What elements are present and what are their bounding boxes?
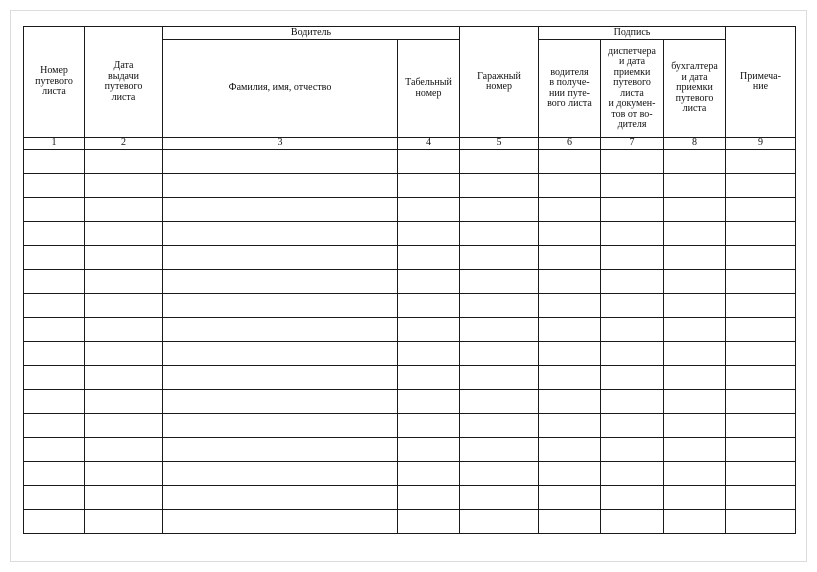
table-cell [726, 365, 796, 389]
table-cell [601, 437, 664, 461]
table-cell [398, 437, 460, 461]
header-issue-date-text: Дата выдачи путевого листа [104, 60, 143, 103]
table-cell [664, 317, 726, 341]
table-cell [539, 293, 601, 317]
table-cell [85, 341, 163, 365]
header-personnel-number-text: Табельный номер [405, 77, 452, 99]
table-cell [601, 341, 664, 365]
table-cell [460, 197, 539, 221]
table-cell [539, 413, 601, 437]
header-signature-dispatcher [601, 40, 664, 138]
table-cell [601, 317, 664, 341]
table-cell [163, 173, 398, 197]
table-row [24, 341, 796, 365]
header-signature-group-text: Подпись [613, 26, 651, 38]
table-cell [601, 269, 664, 293]
header-signature-driver-text: водителя в получе- нии путе- вого листа [547, 66, 592, 109]
table-cell [460, 221, 539, 245]
table-cell [24, 245, 85, 269]
table-cell [460, 485, 539, 509]
table-cell [24, 269, 85, 293]
table-cell [85, 437, 163, 461]
table-cell [664, 437, 726, 461]
table-cell [664, 173, 726, 197]
table-cell [664, 197, 726, 221]
header-signature-group [539, 27, 726, 40]
table-cell [664, 413, 726, 437]
table-cell [24, 413, 85, 437]
table-cell [24, 341, 85, 365]
column-number: 4 [398, 138, 460, 150]
table-cell [85, 461, 163, 485]
table-cell [85, 317, 163, 341]
table-cell [601, 245, 664, 269]
table-cell [460, 509, 539, 533]
table-cell [539, 173, 601, 197]
table-cell [398, 341, 460, 365]
table-cell [163, 437, 398, 461]
table-cell [85, 197, 163, 221]
table-cell [398, 221, 460, 245]
table-cell [539, 389, 601, 413]
table-cell [460, 413, 539, 437]
table-cell [539, 365, 601, 389]
table-cell [398, 389, 460, 413]
table-cell [163, 197, 398, 221]
table-cell [398, 509, 460, 533]
table-cell [539, 341, 601, 365]
table-cell [85, 365, 163, 389]
table-body [24, 149, 796, 533]
table-cell [726, 485, 796, 509]
table-cell [460, 341, 539, 365]
table-cell [601, 173, 664, 197]
column-number: 9 [726, 138, 796, 150]
table-cell [664, 269, 726, 293]
table-cell [85, 413, 163, 437]
table-cell [664, 389, 726, 413]
table-cell [664, 341, 726, 365]
table-cell [539, 269, 601, 293]
table-cell [460, 173, 539, 197]
column-number: 7 [601, 138, 664, 150]
table-cell [24, 149, 85, 173]
table-cell [163, 269, 398, 293]
table-cell [460, 269, 539, 293]
table-cell [85, 245, 163, 269]
table-cell [398, 365, 460, 389]
table-cell [664, 221, 726, 245]
header-driver-group-text: Водитель [290, 26, 332, 38]
header-issue-date [85, 27, 163, 138]
table-cell [398, 197, 460, 221]
table-cell [163, 461, 398, 485]
table-cell [163, 245, 398, 269]
table-cell [398, 317, 460, 341]
table-cell [460, 437, 539, 461]
table-cell [163, 365, 398, 389]
table-cell [24, 365, 85, 389]
table-cell [726, 173, 796, 197]
table-row [24, 269, 796, 293]
table-cell [163, 509, 398, 533]
table-row [24, 461, 796, 485]
table-cell [539, 437, 601, 461]
table-cell [24, 173, 85, 197]
table-cell [460, 293, 539, 317]
table-cell [726, 197, 796, 221]
header-signature-driver [539, 40, 601, 138]
table-row [24, 197, 796, 221]
header-notes-text: Примеча- ние [740, 70, 781, 92]
table-cell [85, 389, 163, 413]
table-row [24, 317, 796, 341]
table-row [24, 221, 796, 245]
table-cell [460, 461, 539, 485]
table-cell [664, 485, 726, 509]
column-number: 3 [163, 138, 398, 150]
table-cell [163, 341, 398, 365]
header-garage-number-text: Гаражный номер [477, 70, 521, 92]
table-cell [601, 485, 664, 509]
table-cell [664, 509, 726, 533]
column-number: 6 [539, 138, 601, 150]
table-cell [85, 509, 163, 533]
table-cell [163, 485, 398, 509]
header-driver-group [163, 27, 460, 40]
table-row [24, 173, 796, 197]
table-cell [85, 485, 163, 509]
column-number: 1 [24, 138, 85, 150]
table-cell [398, 413, 460, 437]
table-cell [726, 437, 796, 461]
table-row [24, 293, 796, 317]
table-cell [163, 293, 398, 317]
table-cell [24, 293, 85, 317]
header-personnel-number [398, 40, 460, 138]
table-cell [24, 509, 85, 533]
table-cell [539, 197, 601, 221]
table-cell [601, 197, 664, 221]
table-cell [398, 485, 460, 509]
table-cell [726, 341, 796, 365]
table-cell [664, 365, 726, 389]
table-cell [726, 149, 796, 173]
table-cell [726, 413, 796, 437]
table-cell [398, 461, 460, 485]
header-driver-name-text: Фамилия, имя, отчество [228, 82, 332, 94]
table-row [24, 149, 796, 173]
table-cell [85, 221, 163, 245]
header-notes [726, 27, 796, 138]
header-signature-accountant-text: бухгалтера и дата приемки путевого листа [671, 61, 718, 115]
table-cell [163, 317, 398, 341]
table-cell [601, 293, 664, 317]
header-garage-number [460, 27, 539, 138]
table-cell [664, 245, 726, 269]
column-number: 8 [664, 138, 726, 150]
table-cell [601, 365, 664, 389]
table-cell [726, 269, 796, 293]
table-cell [726, 317, 796, 341]
table-cell [163, 149, 398, 173]
table-cell [460, 365, 539, 389]
table-cell [24, 485, 85, 509]
table-cell [539, 149, 601, 173]
table-cell [24, 221, 85, 245]
waybill-journal-table [23, 26, 796, 534]
table-cell [85, 293, 163, 317]
header-waybill-number [24, 27, 85, 138]
header-signature-accountant [664, 40, 726, 138]
column-number: 5 [460, 138, 539, 150]
table-cell [726, 461, 796, 485]
table-cell [601, 221, 664, 245]
table-cell [601, 509, 664, 533]
table-cell [24, 197, 85, 221]
table-cell [664, 461, 726, 485]
table-cell [398, 245, 460, 269]
header-waybill-number-text: Номер путевого листа [35, 65, 73, 98]
column-number: 2 [85, 138, 163, 150]
table-cell [163, 389, 398, 413]
header-driver-name [163, 40, 398, 138]
table-cell [460, 245, 539, 269]
table-cell [85, 149, 163, 173]
table-row [24, 389, 796, 413]
table-cell [85, 269, 163, 293]
table-cell [726, 389, 796, 413]
table-row [24, 365, 796, 389]
table-cell [664, 293, 726, 317]
table-cell [398, 293, 460, 317]
table-cell [398, 269, 460, 293]
table-cell [726, 221, 796, 245]
table-cell [664, 149, 726, 173]
table-cell [460, 317, 539, 341]
table-cell [539, 221, 601, 245]
table-cell [726, 509, 796, 533]
table-cell [726, 293, 796, 317]
table-cell [601, 389, 664, 413]
table-cell [539, 485, 601, 509]
table-cell [539, 245, 601, 269]
table-cell [163, 221, 398, 245]
table-cell [85, 173, 163, 197]
table-cell [398, 149, 460, 173]
table-cell [24, 389, 85, 413]
table-cell [460, 389, 539, 413]
table-row [24, 245, 796, 269]
table-cell [601, 461, 664, 485]
table-cell [539, 461, 601, 485]
table-cell [539, 317, 601, 341]
table-cell [398, 173, 460, 197]
table-cell [460, 149, 539, 173]
header-signature-dispatcher-text: диспетчера и дата приемки путевого листа и докумен- тов от во- дителя [608, 45, 656, 130]
table-cell [601, 149, 664, 173]
table-cell [539, 509, 601, 533]
table-cell [726, 245, 796, 269]
table-row [24, 437, 796, 461]
table-cell [601, 413, 664, 437]
table-row [24, 485, 796, 509]
table-cell [24, 461, 85, 485]
table-row [24, 413, 796, 437]
table-cell [163, 413, 398, 437]
table-cell [24, 437, 85, 461]
table-row [24, 509, 796, 533]
table-cell [24, 317, 85, 341]
